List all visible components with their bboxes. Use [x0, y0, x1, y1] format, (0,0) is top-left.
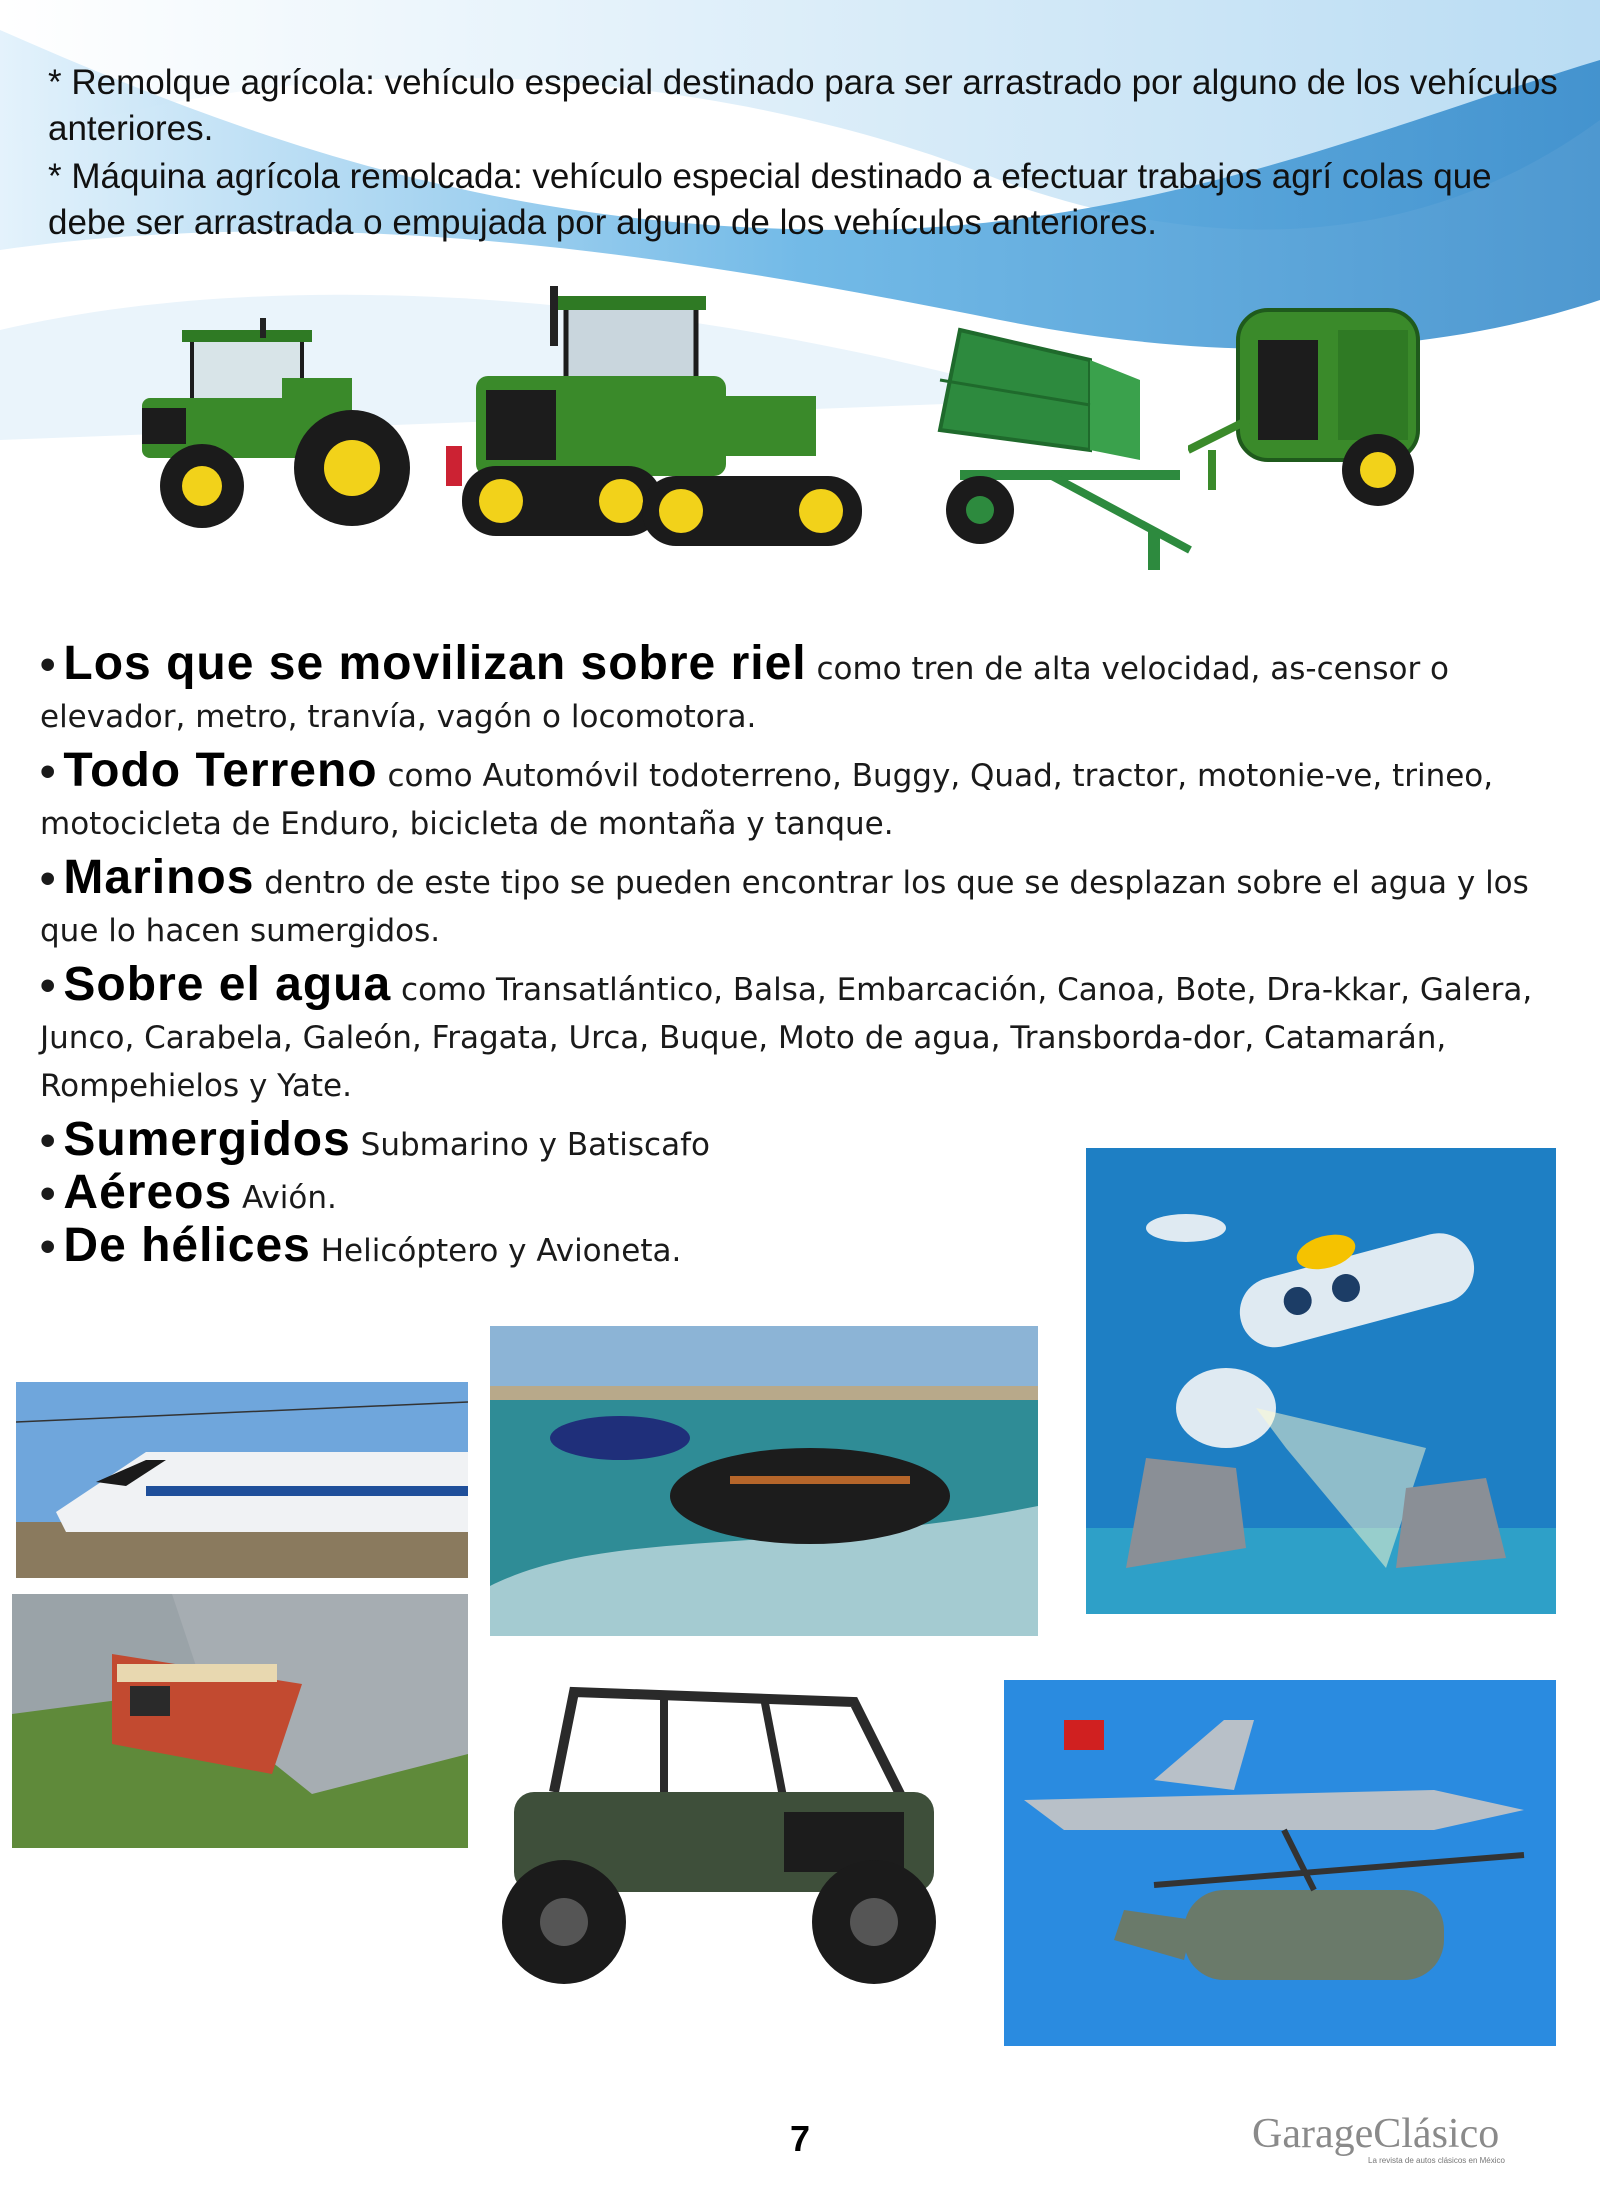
item-text: como Automóvil todoterreno, Buggy, Quad, tractor, motonie-ve, trineo, motocicleta de Enduro, bicicleta de montaña y tanque.: [40, 758, 1494, 842]
item-text: Avión.: [232, 1180, 337, 1216]
tractor-image: [122, 318, 426, 530]
submarine-illustration: [1086, 1148, 1556, 1614]
item-text: Helicóptero y Avioneta.: [310, 1233, 682, 1269]
item-title: Marinos: [63, 851, 255, 904]
list-item: • Los que se movilizan sobre riel como tren de alta velocidad, as-censor o elevador, metro, tranvía, vagón o locomotora.: [40, 637, 1450, 735]
item-title: Sumergidos: [63, 1113, 351, 1166]
intro-maquina-text: * Máquina agrícola remolcada: vehículo especial destinado a efectuar trabajos agrí colas que debe ser arrastrada o empujada por alguno de los vehículos anteriores.: [48, 157, 1492, 242]
page-number: 7: [790, 2118, 811, 2159]
list-item: • Sumergidos Submarino y Batiscafo: [40, 1113, 710, 1166]
brand-name: GarageClásico: [1252, 2111, 1500, 2157]
brand-logo: [1252, 2110, 1572, 2165]
high-speed-train-photo: [16, 1382, 468, 1578]
item-title: Sobre el agua: [63, 958, 392, 1011]
dump-trailer-image: [900, 320, 1200, 572]
item-text: dentro de este tipo se pueden encontrar los que se desplazan sobre el agua y los que lo hacen sumergidos.: [40, 865, 1529, 949]
utv-buggy-photo: [484, 1682, 972, 2004]
list-item: • Marinos dentro de este tipo se pueden encontrar los que se desplazan sobre el agua y los que lo hacen sumergidos.: [40, 851, 1529, 949]
tracked-tractor-image: [446, 286, 876, 570]
list-item: • Todo Terreno como Automóvil todoterreno, Buggy, Quad, tractor, motonie-ve, trineo, motocicleta de Enduro, bicicleta de montaña y tanque.: [40, 744, 1494, 842]
item-title: Todo Terreno: [63, 744, 378, 797]
list-item: • De hélices Helicóptero y Avioneta.: [40, 1219, 682, 1272]
item-text: como tren de alta velocidad, as-censor o elevador, metro, tranvía, vagón o locomotora.: [40, 651, 1450, 735]
amphibious-cars-photo: [490, 1326, 1038, 1636]
regional-train-photo: [12, 1594, 468, 1848]
round-baler-image: [1188, 300, 1444, 510]
list-item: • Sobre el agua como Transatlántico, Balsa, Embarcación, Canoa, Bote, Dra-kkar, Galera, Junco, Carabela, Galeón, Fragata, Urca, Buque, Moto de agua, Transborda-dor, Catamarán, Rompehielos y Yate.: [40, 958, 1533, 1104]
brand-tagline: La revista de autos clásicos en México: [1368, 2156, 1505, 2165]
list-item: • Aéreos Avión.: [40, 1166, 337, 1219]
item-title: Aéreos: [63, 1166, 233, 1219]
item-title: Los que se movilizan sobre riel: [63, 637, 807, 690]
jet-and-helicopter-photo: [1004, 1680, 1556, 2046]
intro-remolque-text: * Remolque agrícola: vehículo especial destinado para ser arrastrado por alguno de los vehículos anteriores.: [48, 63, 1558, 148]
item-title: De hélices: [63, 1219, 311, 1272]
item-text: Submarino y Batiscafo: [350, 1127, 710, 1163]
item-text: como Transatlántico, Balsa, Embarcación, Canoa, Bote, Dra-kkar, Galera, Junco, Carabela, Galeón, Fragata, Urca, Buque, Moto de agua, Transborda-dor, Catamarán, Rompehielos y Yate.: [40, 972, 1533, 1104]
